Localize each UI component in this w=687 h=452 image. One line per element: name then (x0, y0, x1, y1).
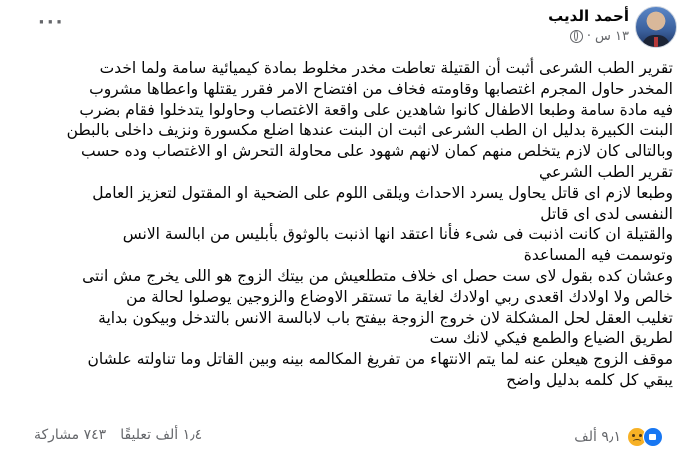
shares-count[interactable]: ٧٤٣ مشاركة (34, 427, 107, 443)
post-text-line: يبقي كل كلمه بدليل واضح (506, 370, 673, 389)
post-text-line: المخدر حاول المجرم اغتصابها وقاومته فخاف من افتضاح الامر فقرر يقتلها واعطاها مشروب (89, 79, 673, 98)
author-avatar[interactable] (635, 6, 677, 48)
post-text-line: النفسى لدى اى قاتل (540, 204, 673, 223)
post-text-line: وطبعا لازم اى قاتل يحاول يسرد الاحداث ويلقى اللوم على الضحية او المقتول لتعزيز العامل (92, 183, 673, 202)
post-text-line: وتوسمت فيه المساعدة (523, 246, 673, 265)
globe-icon[interactable] (570, 30, 583, 43)
post-header (0, 0, 687, 52)
post-text-line: تغليب العقل لحل المشكلة لان خروج الزوجة بيفتح باب لابالسة الانس بالتدخل وبيكون بداية (98, 308, 673, 327)
post-text-line: تقرير الطب الشرعى أثبت أن القتيلة تعاطت مخدر مخلوط بمادة كيميائية سامة ولما اخدت (99, 59, 673, 77)
engagement-stats (34, 427, 202, 443)
post-time[interactable]: ١٣ س (595, 29, 629, 44)
post-text-line: موقف الزوج هيعلن عنه لما يتم الانتهاء من تفريغ المكالمه بينه وبين القاتل وما تناولته علشان (87, 350, 673, 369)
more-options-icon[interactable]: ··· (38, 12, 65, 33)
avatar-tie (654, 37, 658, 47)
reactions-count[interactable]: ٩٫١ ألف (574, 429, 621, 445)
post-meta (570, 29, 629, 44)
reactions-summary[interactable] (574, 427, 663, 447)
post-footer (0, 424, 687, 450)
post-body (30, 58, 673, 391)
like-icon (643, 427, 663, 447)
author-name[interactable]: أحمد الديب (548, 7, 629, 25)
post-text-line: لطريق الضياع والطمع فيكي لانك ست (429, 329, 673, 348)
post-text-line: فيه مادة سامة وطبعا الاطفال كانوا شاهدين على واقعة الاغتصاب وحاولوا يتدخلوا فقام بضرب (79, 100, 673, 119)
post-text-line: البنت الكبيرة بدليل ان الطب الشرعى اثبت ان البنت عندها اضلع مكسورة ونزيف داخلى بالبطن (66, 121, 673, 140)
meta-separator: · (586, 29, 592, 44)
post-text-line: وبالتالى كان لازم يتخلص منهم كمان لانهم شهود على محاولة التحرش او الاغتصاب وده حسب (81, 142, 673, 161)
post-text-line: خالص ولا اولادك اقعدى ربي اولادك لغاية ما تستقر الاوضاع والزوجين يوصلوا لحالة من (126, 287, 673, 306)
comments-count[interactable]: ١٫٤ ألف تعليقًا (120, 427, 203, 443)
post-text-line: تقرير الطب الشرعي (539, 162, 673, 181)
post-text-line: والقتيلة ان كانت اذنبت فى شىء فأنا اعتقد انها اذنبت بالوثوق بأبليس من ابالسة الانس (122, 225, 673, 244)
post-text-line: وعشان كده بقول لاى ست حصل اى خلاف متطلعيش من بيتك الزوج هو اللى يخرج مش انتى (82, 266, 673, 285)
